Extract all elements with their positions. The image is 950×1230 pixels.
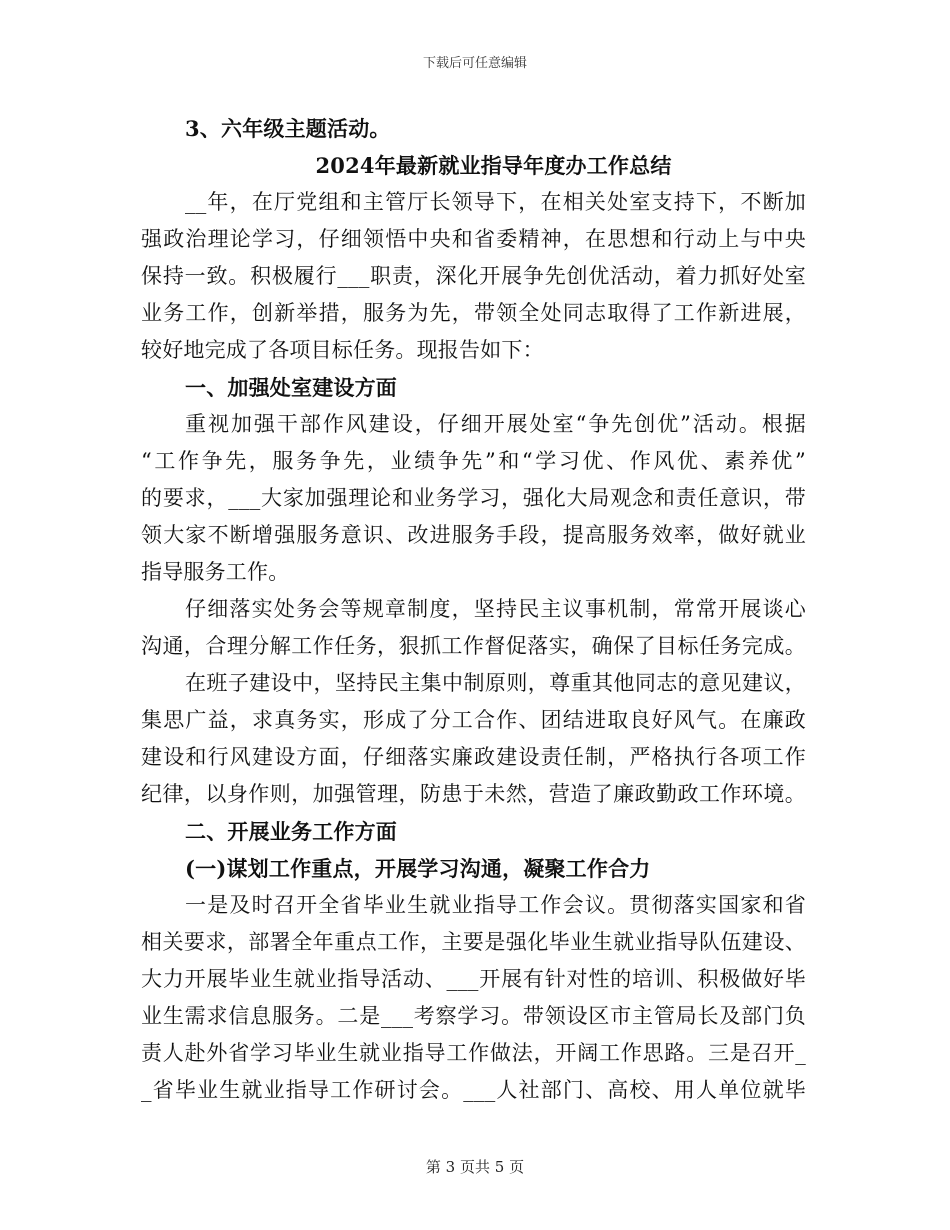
page-header: 下载后可任意编辑: [422, 56, 527, 71]
body-text-line: __年，在厅党组和主管厅长领导下，在相关处室支持下，不断加: [185, 190, 806, 214]
body-text-line: 纪律，以身作则，加强管理，防患于未然，营造了廉政勤政工作环境。: [141, 782, 806, 806]
body-text-line: 业务工作，创新举措，服务为先，带领全处同志取得了工作新进展，: [141, 301, 806, 325]
body-text-line: 大力开展毕业生就业指导活动、___开展有针对性的培训、积极做好毕: [141, 967, 806, 991]
body-text-line: 业生需求信息服务。二是___考察学习。带领设区市主管局长及部门负: [141, 1004, 806, 1028]
body-text-line: 领大家不断增强服务意识、改进服务手段，提高服务效率，做好就业: [141, 523, 806, 547]
body-text-line: “工作争先，服务争先，业绩争先”和“学习优、作风优、素养优”: [141, 449, 806, 473]
body-text-line: 相关要求，部署全年重点工作，主要是强化毕业生就业指导队伍建设、: [141, 930, 806, 954]
section-heading: 3、六年级主题活动。: [185, 116, 391, 141]
body-text-line: 的要求，___大家加强理论和业务学习，强化大局观念和责任意识，带: [141, 486, 806, 510]
page-footer: 第 3 页共 5 页: [425, 1158, 525, 1176]
body-text-line: 沟通，合理分解工作任务，狠抓工作督促落实，确保了目标任务完成。: [141, 634, 806, 658]
document-body: [141, 110, 806, 1109]
section-heading: 一、加强处室建设方面: [185, 375, 397, 400]
body-text-line: 一是及时召开全省毕业生就业指导工作会议。贯彻落实国家和省: [185, 893, 806, 917]
body-text-line: _省毕业生就业指导工作研讨会。___人社部门、高校、用人单位就毕: [141, 1078, 806, 1102]
body-text-line: 建设和行风建设方面，仔细落实廉政建设责任制，严格执行各项工作: [141, 745, 806, 769]
body-text-line: 较好地完成了各项目标任务。现报告如下：: [141, 338, 544, 362]
section-heading: 二、开展业务工作方面: [185, 819, 397, 844]
body-text-line: 保持一致。积极履行___职责，深化开展争先创优活动，着力抓好处室: [141, 264, 806, 288]
body-text-line: 在班子建设中，坚持民主集中制原则，尊重其他同志的意见建议，: [185, 671, 806, 695]
section-heading: (一)谋划工作重点，开展学习沟通，凝聚工作合力: [185, 856, 651, 881]
body-text-line: 集思广益，求真务实，形成了分工合作、团结进取良好风气。在廉政: [141, 708, 806, 732]
body-text-line: 责人赴外省学习毕业生就业指导工作做法，开阔工作思路。三是召开_: [141, 1041, 806, 1065]
body-text-line: 仔细落实处务会等规章制度，坚持民主议事机制，常常开展谈心: [185, 597, 806, 621]
document-title: 2024年最新就业指导年度办工作总结: [315, 153, 672, 178]
body-text-line: 重视加强干部作风建设，仔细开展处室“争先创优”活动。根据: [185, 412, 806, 436]
body-text-line: 指导服务工作。: [141, 560, 290, 584]
body-text-line: 强政治理论学习，仔细领悟中央和省委精神，在思想和行动上与中央: [141, 227, 806, 251]
